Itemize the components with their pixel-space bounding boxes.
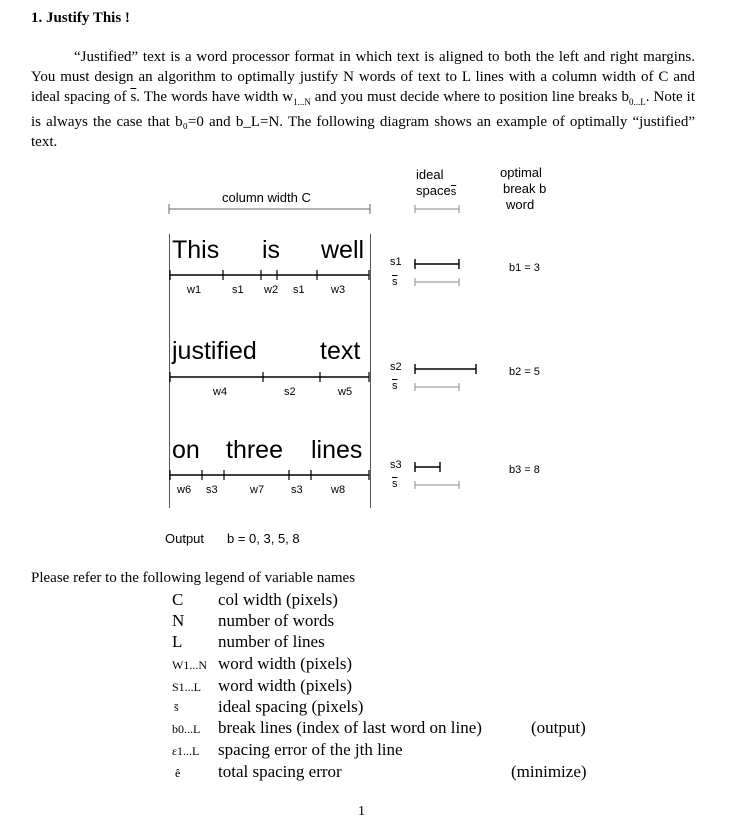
label-w3: w3: [331, 284, 346, 296]
label-s3a: s3: [206, 484, 218, 496]
bL-equation: b_L=N: [235, 114, 280, 130]
word-well: well: [321, 236, 365, 264]
legend-extra-ehat: (minimize): [511, 762, 587, 781]
section-heading: 1. Justify This !: [31, 10, 130, 26]
legend-symbol-l: L: [172, 632, 183, 651]
side-s3-label: s3: [390, 459, 402, 471]
optimal-label-2: break b: [503, 181, 547, 196]
column-width-label: column width C: [222, 190, 311, 205]
side-sbar-1: $\overline{s}$: [392, 276, 398, 288]
b0-equation: b₀=0: [175, 114, 204, 130]
legend-desc-epsilon: spacing error of the jth line: [218, 740, 403, 759]
word-on: on: [172, 436, 200, 464]
label-s2: s2: [284, 386, 296, 398]
intro-paragraph: [31, 47, 695, 152]
side-s1-label: s1: [390, 256, 402, 268]
legend-desc-sbar: ideal spacing (pixels): [218, 697, 364, 716]
legend-title: Please refer to the following legend of variable names: [31, 570, 356, 586]
para-text-3: and you must decide where to position line breaks: [310, 89, 622, 105]
b-symbol: b: [621, 89, 630, 105]
para-text-5: and: [203, 114, 236, 130]
label-s3b: s3: [291, 484, 303, 496]
line1-measure: [169, 268, 371, 282]
word-this: This: [172, 236, 220, 264]
break-label-b1: b1 = 3: [509, 262, 540, 274]
para-text-2: . The words have width: [136, 89, 283, 105]
output-label: Output: [165, 531, 205, 546]
column-width-bracket: [168, 202, 373, 216]
legend-desc-ehat: total spacing error: [218, 762, 342, 781]
ideal-space-label-2: $space\overline{s}$: [416, 183, 457, 198]
word-text: text: [320, 337, 361, 365]
line1-spacing-compare: [414, 258, 464, 288]
ideal-space-bracket: [414, 203, 464, 215]
w-subscript: 1...N: [293, 97, 311, 107]
label-s1a: s1: [232, 284, 244, 296]
para-text-1: “Justified” text is a word processor format in which text is aligned to both the left and right margins. You must design an algorithm to optimally justify N words of text to L lines with a column width of C and ideal spacing of: [31, 49, 695, 105]
label-w6: w6: [177, 484, 192, 496]
legend-symbol-epsilon: ε1...L: [172, 744, 200, 758]
legend-symbol-ehat: ê: [175, 766, 181, 780]
optimal-label-3: word: [506, 197, 535, 212]
legend-extra-b: (output): [531, 718, 586, 737]
legend-symbol-w: W1...N: [172, 658, 207, 672]
label-w1: w1: [187, 284, 202, 296]
label-w5: w5: [338, 386, 353, 398]
legend-desc-l: number of lines: [218, 632, 325, 651]
word-lines: lines: [311, 436, 363, 464]
side-sbar-2: $\overline{s}$: [392, 380, 398, 392]
legend-desc-b: break lines (index of last word on line): [218, 718, 482, 737]
side-s2-label: s2: [390, 361, 402, 373]
page-number: 1: [358, 804, 365, 819]
label-s1b: s1: [293, 284, 305, 296]
legend-desc-n: number of words: [218, 611, 335, 630]
label-w7: w7: [250, 484, 265, 496]
label-w2: w2: [264, 284, 279, 296]
break-label-b3: b3 = 8: [509, 464, 540, 476]
s-bar-symbol: $\overline{s}$: [130, 89, 137, 105]
legend-desc-c: col width (pixels): [218, 590, 338, 609]
break-label-b2: b2 = 5: [509, 366, 540, 378]
line3-measure: [169, 468, 371, 482]
legend-symbol-b: b0...L: [172, 722, 201, 736]
label-w4: w4: [213, 386, 228, 398]
legend-symbol-n: N: [172, 611, 185, 630]
optimal-label-1: optimal: [500, 165, 542, 180]
line2-spacing-compare: [414, 363, 480, 393]
word-justified: justified: [172, 337, 257, 365]
label-w8: w8: [331, 484, 346, 496]
para-text-6: . The following diagram shows an example of optimally “justified” text.: [31, 114, 695, 150]
legend-desc-s: word width (pixels): [218, 676, 353, 695]
legend-symbol-s: S1...L: [172, 680, 202, 694]
output-value: b = 0, 3, 5, 8: [227, 531, 300, 546]
ideal-space-label-1: ideal: [416, 167, 444, 182]
line2-measure: [169, 370, 371, 384]
legend-desc-w: word width (pixels): [218, 654, 353, 673]
para-text-4: . Note it is always the case that: [31, 89, 695, 130]
side-sbar-3: $\overline{s}$: [392, 478, 398, 490]
line3-spacing-compare: [414, 461, 464, 491]
legend-symbol-sbar: s̄: [174, 700, 179, 714]
word-is: is: [262, 236, 281, 264]
word-three: three: [226, 436, 283, 464]
legend-symbol-c: C: [172, 590, 184, 609]
b-subscript: 0...L: [629, 97, 646, 107]
w-symbol: w: [282, 89, 294, 105]
